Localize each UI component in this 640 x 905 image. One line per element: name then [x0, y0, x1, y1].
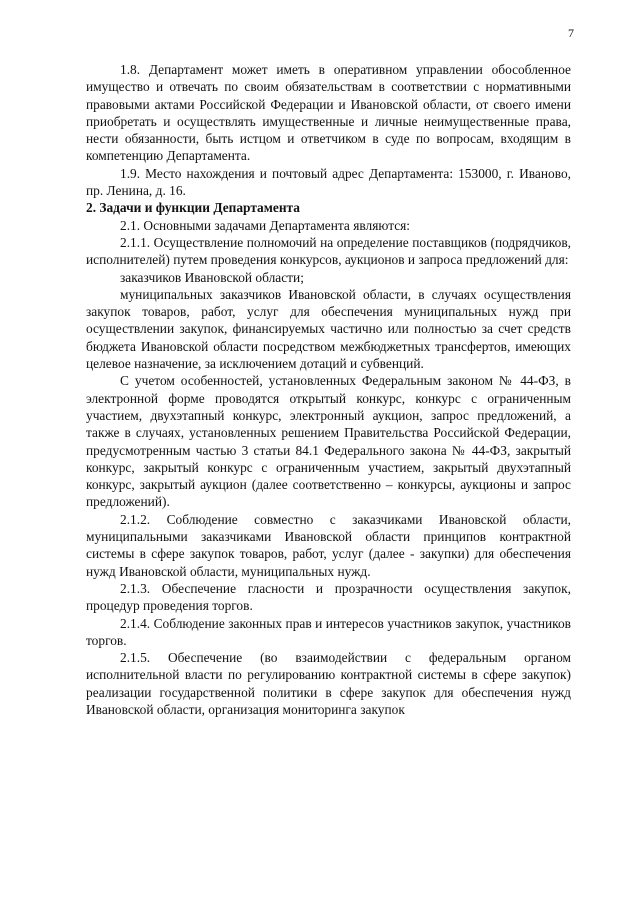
paragraph-2-1-1: 2.1.1. Осуществление полномочий на определение поставщиков (подрядчиков, исполнителей) путем проведения конкурсов, аукционов и запроса предложений для:	[86, 234, 571, 268]
page-number: 7	[568, 26, 574, 40]
paragraph-2-1: 2.1. Основными задачами Департамента являются:	[120, 217, 411, 233]
paragraph-1-9: 1.9. Место нахождения и почтовый адрес Департамента: 153000, г. Иваново, пр. Ленина, д. 16.	[86, 165, 571, 199]
paragraph-electronic-form: С учетом особенностей, установленных Федеральным законом № 44-ФЗ, в электронной форме проводятся открытый конкурс, конкурс с ограниченным участием, двухэтапный конкурс, электронный аукцион, запрос предложений, а также в случаях, установленных решением Правительства Российской Федерации, предусмотренным частью 3 статьи 84.1 Федерального закона № 44-ФЗ, закрытый конкурс, закрытый конкурс с ограниченным участием, закрытый двухэтапный конкурс, закрытый аукцион (далее соответственно – конкурсы, аукционы и запрос предложений).	[86, 373, 571, 510]
paragraph-1-8: 1.8. Департамент может иметь в оперативном управлении обособленное имущество и отвечать по своим обязательствам в соответствии с нормативными правовыми актами Российской Федерации и Ивановской области, от своего имени приобретать и осуществлять имущественные и личные неимущественные права, нести обязанности, быть истцом и ответчиком в суде по вопросам, входящим в компетенцию Департамента.	[86, 62, 571, 164]
section-heading: 2. Задачи и функции Департамента	[86, 200, 300, 216]
paragraph-2-1-2: 2.1.2. Соблюдение совместно с заказчиками Ивановской области, муниципальными заказчиками Ивановской области принципов контрактной системы в сфере закупок товаров, работ, услуг (далее - закупки) для обеспечения нужд Ивановской области, муниципальных нужд.	[86, 511, 571, 579]
paragraph-2-1-5: 2.1.5. Обеспечение (во взаимодействии с федеральным органом исполнительной власти по регулированию контрактной системы в сфере закупок) реализации государственной политики в сфере закупок для обеспечения нужд Ивановской области, организация мониторинга закупок	[86, 650, 571, 717]
paragraph-2-1-4: 2.1.4. Соблюдение законных прав и интересов участников закупок, участников торгов.	[86, 615, 571, 648]
paragraph-municipal-customers: муниципальных заказчиков Ивановской области, в случаях осуществления закупок товаров, работ, услуг для обеспечения муниципальных нужд при осуществлении закупок, финансируемых частично или полностью за счет средств бюджета Ивановской области посредством межбюджетных трансфертов, имеющих целевое назначение, за исключением дотаций и субвенций.	[86, 286, 571, 372]
paragraph-2-1-3: 2.1.3. Обеспечение гласности и прозрачности осуществления закупок, процедур проведения торгов.	[86, 580, 571, 614]
paragraph-customers: заказчиков Ивановской области;	[120, 269, 304, 285]
document-body	[86, 61, 571, 718]
